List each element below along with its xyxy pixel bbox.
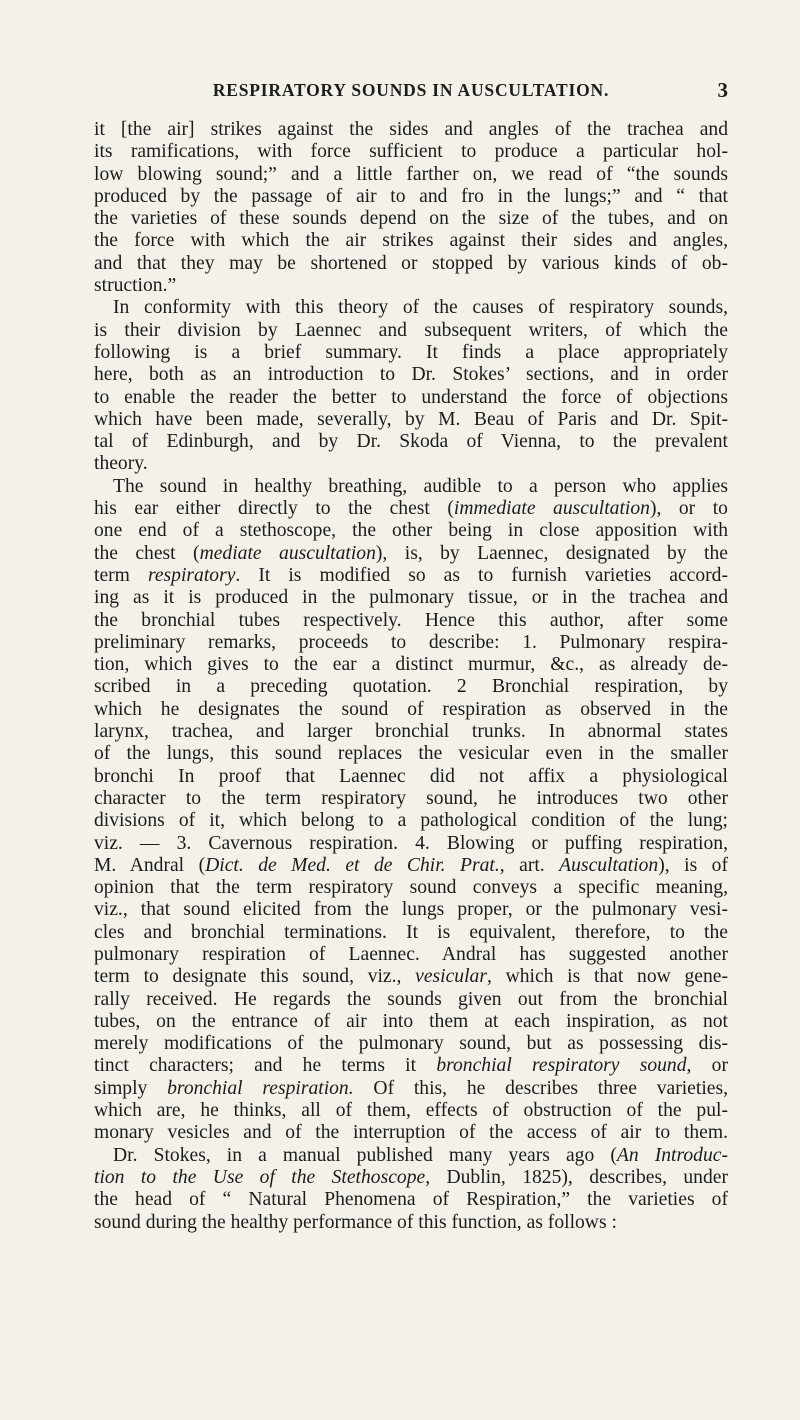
text-line: ing as it is produced in the pulmonary tissue, or in the trachea and xyxy=(94,587,728,609)
text-line: bronchi In proof that Laennec did not affix a physiological xyxy=(94,765,728,787)
text-line: In conformity with this theory of the causes of respiratory sounds, xyxy=(113,297,728,319)
running-title: RESPIRATORY SOUNDS IN AUSCULTATION. xyxy=(212,80,610,100)
text-line: the varieties of these sounds depend on the size of the tubes, and on xyxy=(94,208,728,230)
text-line: tubes, on the entrance of air into them at each inspiration, as not xyxy=(94,1010,728,1032)
text-line: and that they may be shortened or stopped by various kinds of ob- xyxy=(94,252,728,274)
text-line: which have been made, severally, by M. Beau of Paris and Dr. Spit- xyxy=(94,408,728,430)
text-line: merely modifications of the pulmonary sound, but as possessing dis- xyxy=(94,1033,728,1055)
text-line: opinion that the term respiratory sound conveys a specific meaning, xyxy=(94,877,728,899)
text-line: term to designate this sound, viz., vesicular, which is that now gene- xyxy=(94,966,728,988)
text-line: tinct characters; and he terms it bronchial respiratory sound, or xyxy=(94,1055,728,1077)
text-line: here, both as an introduction to Dr. Stokes’ sections, and in order xyxy=(94,364,728,386)
text-line: his ear either directly to the chest (immediate auscultation), or to xyxy=(94,498,728,520)
text-line: theory. xyxy=(94,453,148,475)
text-line: is their division by Laennec and subsequent writers, of which the xyxy=(94,319,728,341)
page-number: 3 xyxy=(717,78,728,102)
text-line: which he designates the sound of respiration as observed in the xyxy=(94,698,728,720)
text-line: to enable the reader the better to understand the force of objections xyxy=(94,386,728,408)
text-line: cles and bronchial terminations. It is equivalent, therefore, to the xyxy=(94,921,728,943)
text-line: term respiratory. It is modified so as to furnish varieties accord- xyxy=(94,564,728,586)
text-line: M. Andral (Dict. de Med. et de Chir. Prat., art. Auscultation), is of xyxy=(94,854,728,876)
text-line: rally received. He regards the sounds given out from the bronchial xyxy=(94,988,728,1010)
body-text xyxy=(94,119,728,1234)
text-line: larynx, trachea, and larger bronchial trunks. In abnormal states xyxy=(94,721,728,743)
text-line: the head of “ Natural Phenomena of Respiration,” the varieties of xyxy=(94,1189,728,1211)
text-line: produced by the passage of air to and fro in the lungs;” and “ that xyxy=(94,185,728,207)
text-line: its ramifications, with force sufficient to produce a particular hol- xyxy=(94,141,728,163)
text-line: simply bronchial respiration. Of this, he describes three varieties, xyxy=(94,1077,728,1099)
text-line: monary vesicles and of the interruption of the access of air to them. xyxy=(94,1122,728,1144)
text-line: it [the air] strikes against the sides and angles of the trachea and xyxy=(94,119,728,140)
text-line: sound during the healthy performance of this function, as follows : xyxy=(94,1211,617,1233)
text-line: scribed in a preceding quotation. 2 Bronchial respiration, by xyxy=(94,676,728,698)
text-line: struction.” xyxy=(94,275,177,297)
text-line: one end of a stethoscope, the other being in close apposition with xyxy=(94,520,728,542)
text-line: tion to the Use of the Stethoscope, Dublin, 1825), describes, under xyxy=(94,1166,728,1188)
text-line: low blowing sound;” and a little farther on, we read of “the sounds xyxy=(94,163,728,185)
text-line: Dr. Stokes, in a manual published many years ago (An Introduc- xyxy=(113,1144,728,1166)
text-line: the force with which the air strikes against their sides and angles, xyxy=(94,230,728,252)
text-line: tal of Edinburgh, and by Dr. Skoda of Vienna, to the prevalent xyxy=(94,431,728,453)
text-line: divisions of it, which belong to a pathological condition of the lung; xyxy=(94,810,728,832)
text-line: pulmonary respiration of Laennec. Andral has suggested another xyxy=(94,943,728,965)
text-line: of the lungs, this sound replaces the vesicular even in the smaller xyxy=(94,743,728,765)
text-line: viz. — 3. Cavernous respiration. 4. Blowing or puffing respiration, xyxy=(94,832,728,854)
text-line: following is a brief summary. It finds a place appropriately xyxy=(94,341,728,363)
text-line: preliminary remarks, proceeds to describe: 1. Pulmonary respira- xyxy=(94,631,728,653)
text-line: the bronchial tubes respectively. Hence this author, after some xyxy=(94,609,728,631)
text-line: character to the term respiratory sound, he introduces two other xyxy=(94,787,728,809)
text-line: The sound in healthy breathing, audible to a person who applies xyxy=(113,475,728,497)
text-line: tion, which gives to the ear a distinct murmur, &c., as already de- xyxy=(94,654,728,676)
text-line: which are, he thinks, all of them, effects of obstruction of the pul- xyxy=(94,1100,728,1122)
text-line: viz., that sound elicited from the lungs proper, or the pulmonary vesi- xyxy=(94,899,728,921)
text-line: the chest (mediate auscultation), is, by Laennec, designated by the xyxy=(94,542,728,564)
page-header xyxy=(94,80,728,110)
